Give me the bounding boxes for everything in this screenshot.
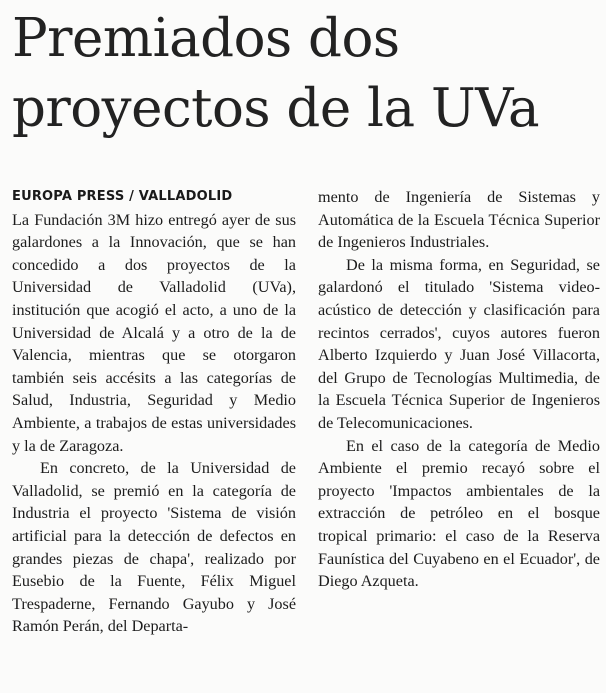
headline-line-2: proyectos de la UVa	[12, 78, 540, 139]
paragraph-continuation: mento de Ingeniería de Sistemas y Automática de la Escuela Técnica Superior de Ingenieros Industriales.	[318, 188, 600, 252]
headline	[12, 4, 602, 144]
paragraph-intro: La Fundación 3M hizo entregó ayer de sus galardones a la Innovación, que se han concedido a dos proyectos de la Universidad de Valladolid (UVa), institución que acogió el acto, a uno de la Universidad de Alcalá y a otro de la de Valencia, mientras que se otorgaron también seis accésits a las categorías de Salud, Industria, Seguridad y Medio Ambiente, a trabajos de estas universidades y la de Zaragoza.	[12, 210, 296, 455]
column-right	[318, 186, 600, 593]
paragraph-medio-ambiente: En el caso de la categoría de Medio Ambiente el premio recayó sobre el proyecto 'Impactos ambientales de la extracción de petróleo en el bosque tropical primario: el caso de la Reserva Faunística del Cuyabeno en el Ecuador', de Diego Azqueta.	[318, 436, 600, 591]
paragraph-seguridad: De la misma forma, en Seguridad, se galardonó el titulado 'Sistema video-acústico de detección y clasificación para recintos cerrados', cuyos autores fueron Alberto Izquierdo y Juan José Villacorta, del Grupo de Tecnologías Multimedia, de la Escuela Técnica Superior de Ingenieros de Telecomunicaciones.	[318, 255, 600, 432]
paragraph-industria: En concreto, de la Universidad de Valladolid, se premió en la categoría de Industria el proyecto 'Sistema de visión artificial para la detección de defectos en grandes piezas de chapa', realizado por Eusebio de la Fuente, Félix Miguel Trespaderne, Fernando Gayubo y José Ramón Perán, del Departa-	[12, 459, 296, 636]
column-left	[12, 186, 296, 638]
byline: EUROPA PRESS / VALLADOLID	[12, 189, 233, 204]
headline-line-1: Premiados dos	[12, 8, 400, 69]
